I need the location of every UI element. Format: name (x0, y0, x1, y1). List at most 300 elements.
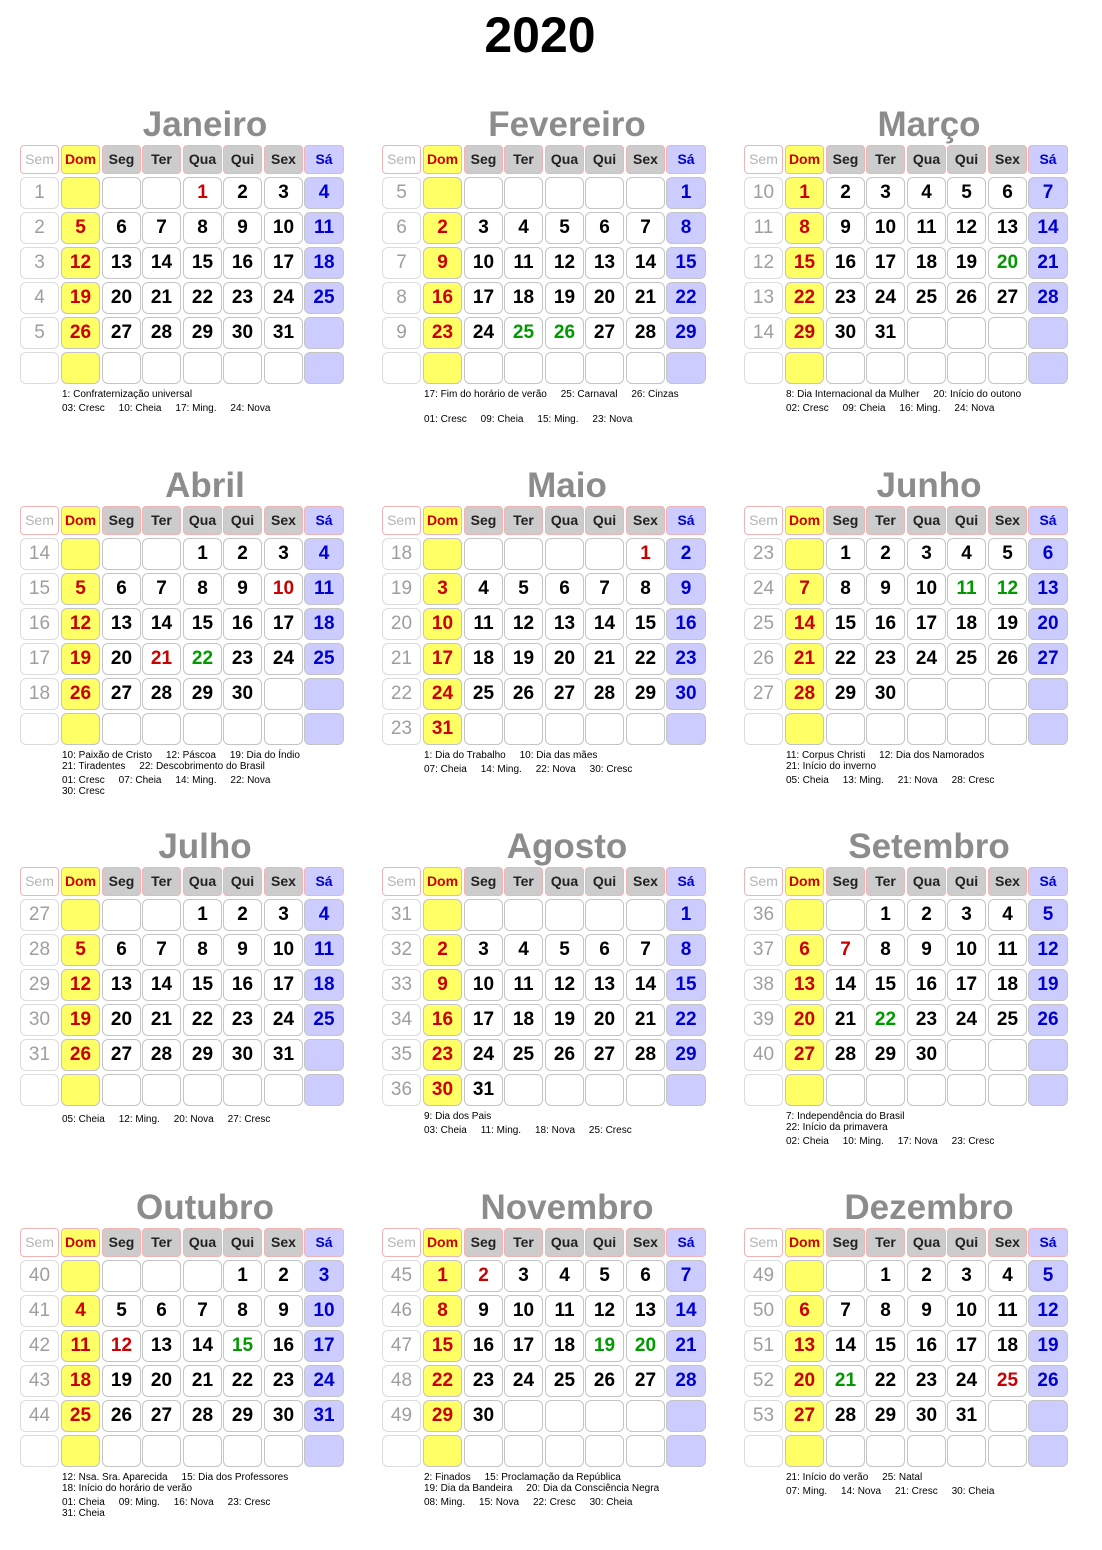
day-cell: 15 (183, 608, 222, 640)
day-cell: 10 (264, 573, 303, 605)
month-janeiro (20, 105, 350, 467)
day-cell: 23 (423, 1039, 462, 1071)
day-cell: 24 (304, 1365, 344, 1397)
day-cell: 21 (183, 1365, 222, 1397)
month-notes (786, 1472, 1076, 1497)
moon-phases-extra: 30: Cresc (62, 786, 105, 797)
day-cell: 23 (264, 1365, 303, 1397)
day-cell: 25 (947, 643, 986, 675)
day-cell: 16 (666, 608, 706, 640)
day-cell: 21 (142, 643, 181, 675)
day-cell: 7 (585, 573, 624, 605)
empty-cell (1028, 1039, 1068, 1071)
day-cell: 17 (423, 643, 462, 675)
day-cell: 1 (183, 177, 222, 209)
day-cell: 31 (264, 317, 303, 349)
day-cell: 26 (585, 1365, 624, 1397)
day-cell: 13 (142, 1330, 181, 1362)
weekday-header: Sem (20, 867, 59, 896)
empty-cell (826, 899, 865, 931)
empty-cell (947, 317, 986, 349)
empty-cell (102, 1074, 141, 1106)
empty-cell (988, 1039, 1027, 1071)
holiday-note: 22: Início da primavera (786, 1122, 888, 1133)
day-cell: 19 (545, 282, 584, 314)
week-number (382, 352, 421, 384)
day-cell: 27 (785, 1039, 824, 1071)
weekday-header: Sex (626, 145, 665, 174)
day-cell: 24 (464, 1039, 503, 1071)
day-cell: 7 (666, 1260, 706, 1292)
empty-cell (585, 1400, 624, 1432)
day-cell: 17 (947, 1330, 986, 1362)
day-cell: 2 (666, 538, 706, 570)
weekday-header: Sem (20, 506, 59, 535)
day-cell: 11 (947, 573, 986, 605)
day-cell: 19 (1028, 969, 1068, 1001)
week-number: 10 (744, 177, 783, 209)
empty-cell (504, 352, 543, 384)
day-cell: 24 (464, 317, 503, 349)
day-cell: 18 (504, 1004, 543, 1036)
moon-phases: 05: Cheia 13: Ming. 21: Nova 28: Cresc (786, 775, 995, 786)
day-cell: 20 (585, 1004, 624, 1036)
week-number: 33 (382, 969, 421, 1001)
day-cell: 17 (264, 608, 303, 640)
day-cell: 7 (142, 573, 181, 605)
day-cell: 20 (545, 643, 584, 675)
day-cell: 5 (61, 573, 100, 605)
week-number: 2 (20, 212, 59, 244)
empty-cell (1028, 678, 1068, 710)
day-cell: 4 (61, 1295, 100, 1327)
day-cell: 14 (826, 969, 865, 1001)
weekday-header: Ter (866, 145, 905, 174)
day-cell: 26 (1028, 1365, 1068, 1397)
moon-phases: 02: Cheia 10: Ming. 17: Nova 23: Cresc (786, 1136, 995, 1147)
day-cell: 22 (826, 643, 865, 675)
day-cell: 13 (988, 212, 1027, 244)
day-cell: 22 (666, 1004, 706, 1036)
weekday-header: Qui (585, 506, 624, 535)
weekday-header: Qui (585, 1228, 624, 1257)
week-number: 27 (744, 678, 783, 710)
day-cell: 23 (423, 317, 462, 349)
day-cell: 7 (142, 212, 181, 244)
day-cell: 1 (626, 538, 665, 570)
weekday-header: Sá (666, 506, 706, 535)
day-cell: 16 (223, 608, 262, 640)
day-cell: 25 (504, 317, 543, 349)
day-cell: 12 (545, 247, 584, 279)
weekday-header: Qua (183, 1228, 222, 1257)
month-name: Junho (876, 466, 982, 505)
week-number: 31 (382, 899, 421, 931)
empty-cell (626, 1074, 665, 1106)
day-cell: 24 (947, 1004, 986, 1036)
day-cell: 7 (626, 212, 665, 244)
empty-cell (504, 177, 543, 209)
day-cell: 28 (1028, 282, 1068, 314)
week-number: 51 (744, 1330, 783, 1362)
day-cell: 24 (947, 1365, 986, 1397)
week-number: 17 (20, 643, 59, 675)
weekday-header: Qua (183, 145, 222, 174)
moon-phases-extra: 31: Cheia (62, 1508, 105, 1519)
day-cell: 25 (988, 1004, 1027, 1036)
day-cell: 26 (504, 678, 543, 710)
empty-cell (626, 177, 665, 209)
day-cell: 3 (464, 934, 503, 966)
day-cell: 21 (142, 1004, 181, 1036)
day-cell: 27 (102, 317, 141, 349)
week-number: 53 (744, 1400, 783, 1432)
month-name: Setembro (848, 827, 1010, 866)
week-number: 29 (20, 969, 59, 1001)
day-cell: 9 (223, 573, 262, 605)
empty-cell (585, 177, 624, 209)
empty-cell (666, 1435, 706, 1467)
day-cell: 7 (785, 573, 824, 605)
day-cell: 11 (504, 247, 543, 279)
month-name: Março (877, 105, 981, 144)
day-cell: 10 (464, 969, 503, 1001)
day-cell: 29 (423, 1400, 462, 1432)
day-cell: 10 (947, 1295, 986, 1327)
empty-cell (545, 899, 584, 931)
empty-cell (626, 352, 665, 384)
day-cell: 19 (585, 1330, 624, 1362)
weekday-header: Dom (423, 867, 462, 896)
day-cell: 20 (785, 1365, 824, 1397)
empty-cell (988, 713, 1027, 745)
day-cell: 27 (626, 1365, 665, 1397)
day-cell: 26 (1028, 1004, 1068, 1036)
empty-cell (142, 1074, 181, 1106)
day-cell: 25 (61, 1400, 100, 1432)
day-cell: 28 (142, 678, 181, 710)
day-cell: 15 (866, 1330, 905, 1362)
day-cell: 22 (183, 1004, 222, 1036)
week-number: 41 (20, 1295, 59, 1327)
month-name: Maio (527, 466, 607, 505)
month-notes (424, 750, 714, 775)
empty-cell (102, 538, 141, 570)
empty-cell (947, 678, 986, 710)
day-cell: 29 (183, 1039, 222, 1071)
day-cell: 11 (304, 934, 344, 966)
empty-cell (545, 1435, 584, 1467)
weekday-header: Dom (785, 506, 824, 535)
day-cell: 3 (907, 538, 946, 570)
day-cell: 27 (102, 1039, 141, 1071)
week-number: 38 (744, 969, 783, 1001)
moon-phases: 01: Cresc 09: Cheia 15: Ming. 23: Nova (424, 414, 633, 425)
day-cell: 14 (142, 608, 181, 640)
empty-cell (142, 177, 181, 209)
day-cell: 6 (626, 1260, 665, 1292)
weekday-header: Qua (545, 1228, 584, 1257)
weekday-header: Dom (61, 1228, 100, 1257)
week-number: 3 (20, 247, 59, 279)
day-cell: 20 (102, 282, 141, 314)
day-cell: 22 (423, 1365, 462, 1397)
weekday-header: Sem (382, 867, 421, 896)
empty-cell (585, 1074, 624, 1106)
empty-cell (304, 317, 344, 349)
day-cell: 9 (907, 934, 946, 966)
empty-cell (304, 1074, 344, 1106)
day-cell: 5 (1028, 1260, 1068, 1292)
day-cell: 24 (264, 1004, 303, 1036)
day-cell: 30 (866, 678, 905, 710)
empty-cell (666, 713, 706, 745)
empty-cell (102, 899, 141, 931)
day-cell: 18 (988, 969, 1027, 1001)
day-cell: 2 (223, 899, 262, 931)
day-cell: 5 (61, 212, 100, 244)
weekday-header: Qua (907, 506, 946, 535)
weekday-header: Seg (826, 867, 865, 896)
day-cell: 12 (545, 969, 584, 1001)
month-novembro (382, 1188, 712, 1550)
empty-cell (61, 538, 100, 570)
empty-cell (585, 1435, 624, 1467)
day-cell: 28 (666, 1365, 706, 1397)
weekday-header: Sem (744, 867, 783, 896)
day-cell: 24 (504, 1365, 543, 1397)
day-cell: 2 (907, 1260, 946, 1292)
day-cell: 20 (785, 1004, 824, 1036)
day-cell: 25 (504, 1039, 543, 1071)
day-cell: 11 (988, 1295, 1027, 1327)
day-cell: 6 (785, 934, 824, 966)
empty-cell (304, 713, 344, 745)
day-cell: 2 (826, 177, 865, 209)
week-number: 11 (744, 212, 783, 244)
day-cell: 30 (223, 678, 262, 710)
day-cell: 22 (785, 282, 824, 314)
day-cell: 20 (626, 1330, 665, 1362)
empty-cell (947, 352, 986, 384)
empty-cell (223, 713, 262, 745)
day-cell: 30 (223, 317, 262, 349)
month-name: Novembro (480, 1188, 654, 1227)
day-cell: 26 (61, 678, 100, 710)
weekday-header: Sex (988, 145, 1027, 174)
day-cell: 25 (464, 678, 503, 710)
weekday-header: Dom (785, 145, 824, 174)
empty-cell (423, 177, 462, 209)
month-name: Agosto (506, 827, 628, 866)
week-number (744, 352, 783, 384)
day-cell: 14 (142, 969, 181, 1001)
day-cell: 21 (785, 643, 824, 675)
holiday-note (424, 400, 714, 411)
day-cell: 17 (866, 247, 905, 279)
day-cell: 2 (464, 1260, 503, 1292)
day-cell: 16 (907, 969, 946, 1001)
day-cell: 25 (988, 1365, 1027, 1397)
holiday-note: 1: Dia do Trabalho 10: Dia das mães (424, 750, 598, 761)
day-cell: 17 (464, 282, 503, 314)
weekday-header: Sá (1028, 1228, 1068, 1257)
week-number: 14 (744, 317, 783, 349)
weekday-header: Qua (907, 1228, 946, 1257)
week-number: 50 (744, 1295, 783, 1327)
month-name: Dezembro (844, 1188, 1014, 1227)
day-cell: 4 (988, 899, 1027, 931)
day-cell: 21 (826, 1004, 865, 1036)
day-cell: 13 (102, 608, 141, 640)
day-cell: 2 (223, 538, 262, 570)
day-cell: 15 (866, 969, 905, 1001)
month-julho (20, 827, 350, 1189)
week-number: 44 (20, 1400, 59, 1432)
empty-cell (504, 899, 543, 931)
weekday-header: Seg (102, 145, 141, 174)
day-cell: 26 (988, 643, 1027, 675)
empty-cell (61, 352, 100, 384)
holiday-note: 18: Início do horário de verão (62, 1483, 193, 1494)
day-cell: 28 (626, 1039, 665, 1071)
day-cell: 21 (626, 282, 665, 314)
empty-cell (504, 1074, 543, 1106)
empty-cell (61, 177, 100, 209)
weekday-header: Seg (464, 506, 503, 535)
month-notes (786, 389, 1076, 414)
day-cell: 9 (223, 934, 262, 966)
empty-cell (142, 1435, 181, 1467)
day-cell: 20 (102, 1004, 141, 1036)
day-cell: 27 (585, 1039, 624, 1071)
day-cell: 2 (423, 212, 462, 244)
day-cell: 22 (183, 643, 222, 675)
week-number: 26 (744, 643, 783, 675)
moon-phases: 02: Cresc 09: Cheia 16: Ming. 24: Nova (786, 403, 995, 414)
day-cell: 3 (304, 1260, 344, 1292)
day-cell: 23 (907, 1365, 946, 1397)
day-cell: 2 (264, 1260, 303, 1292)
weekday-header: Seg (102, 867, 141, 896)
empty-cell (907, 1074, 946, 1106)
empty-cell (264, 713, 303, 745)
empty-cell (907, 1435, 946, 1467)
day-cell: 28 (785, 678, 824, 710)
week-number (20, 352, 59, 384)
day-cell: 15 (423, 1330, 462, 1362)
weekday-header: Sá (666, 867, 706, 896)
weekday-header: Sá (1028, 145, 1068, 174)
day-cell: 20 (142, 1365, 181, 1397)
week-number (382, 1435, 421, 1467)
day-cell: 23 (223, 1004, 262, 1036)
weekday-header: Sá (304, 145, 344, 174)
day-cell: 14 (826, 1330, 865, 1362)
empty-cell (866, 1074, 905, 1106)
week-number: 49 (382, 1400, 421, 1432)
month-name: Fevereiro (488, 105, 646, 144)
day-cell: 6 (102, 573, 141, 605)
day-cell: 8 (866, 1295, 905, 1327)
day-cell: 6 (1028, 538, 1068, 570)
empty-cell (61, 1260, 100, 1292)
empty-cell (988, 1400, 1027, 1432)
empty-cell (142, 1260, 181, 1292)
weekday-header: Ter (142, 867, 181, 896)
moon-phases: 05: Cheia 12: Ming. 20: Nova 27: Cresc (62, 1114, 271, 1125)
day-cell: 17 (264, 247, 303, 279)
empty-cell (304, 352, 344, 384)
empty-cell (666, 1400, 706, 1432)
day-cell: 19 (988, 608, 1027, 640)
month-setembro (744, 827, 1074, 1189)
day-cell: 5 (988, 538, 1027, 570)
month-abril (20, 466, 350, 828)
day-cell: 11 (504, 969, 543, 1001)
empty-cell (504, 538, 543, 570)
day-cell: 25 (304, 1004, 344, 1036)
day-cell: 14 (183, 1330, 222, 1362)
day-cell: 8 (183, 212, 222, 244)
month-notes (62, 1111, 352, 1125)
day-cell: 14 (666, 1295, 706, 1327)
day-cell: 16 (264, 1330, 303, 1362)
weekday-header: Qua (545, 506, 584, 535)
weekday-header: Ter (142, 1228, 181, 1257)
day-cell: 13 (585, 969, 624, 1001)
empty-cell (785, 352, 824, 384)
weekday-header: Sem (20, 1228, 59, 1257)
day-cell: 3 (866, 177, 905, 209)
weekday-header: Seg (102, 506, 141, 535)
day-cell: 18 (504, 282, 543, 314)
day-cell: 27 (1028, 643, 1068, 675)
day-cell: 15 (826, 608, 865, 640)
day-cell: 23 (666, 643, 706, 675)
day-cell: 14 (626, 247, 665, 279)
empty-cell (102, 1260, 141, 1292)
moon-phases: 03: Cresc 10: Cheia 17: Ming. 24: Nova (62, 403, 271, 414)
day-cell: 30 (264, 1400, 303, 1432)
week-number: 18 (382, 538, 421, 570)
day-cell: 19 (947, 247, 986, 279)
weekday-header: Sex (988, 867, 1027, 896)
weekday-header: Qui (585, 145, 624, 174)
empty-cell (545, 1074, 584, 1106)
week-number: 52 (744, 1365, 783, 1397)
day-cell: 10 (504, 1295, 543, 1327)
month-março (744, 105, 1074, 467)
empty-cell (626, 1400, 665, 1432)
weekday-header: Ter (142, 506, 181, 535)
weekday-header: Sem (382, 145, 421, 174)
empty-cell (626, 713, 665, 745)
day-cell: 29 (866, 1400, 905, 1432)
week-number: 35 (382, 1039, 421, 1071)
weekday-header: Ter (866, 867, 905, 896)
day-cell: 16 (826, 247, 865, 279)
month-junho (744, 466, 1074, 828)
day-cell: 12 (988, 573, 1027, 605)
weekday-header: Seg (464, 1228, 503, 1257)
week-number: 4 (20, 282, 59, 314)
day-cell: 10 (464, 247, 503, 279)
weekday-header: Qua (545, 145, 584, 174)
day-cell: 8 (785, 212, 824, 244)
day-cell: 3 (464, 212, 503, 244)
week-number: 45 (382, 1260, 421, 1292)
